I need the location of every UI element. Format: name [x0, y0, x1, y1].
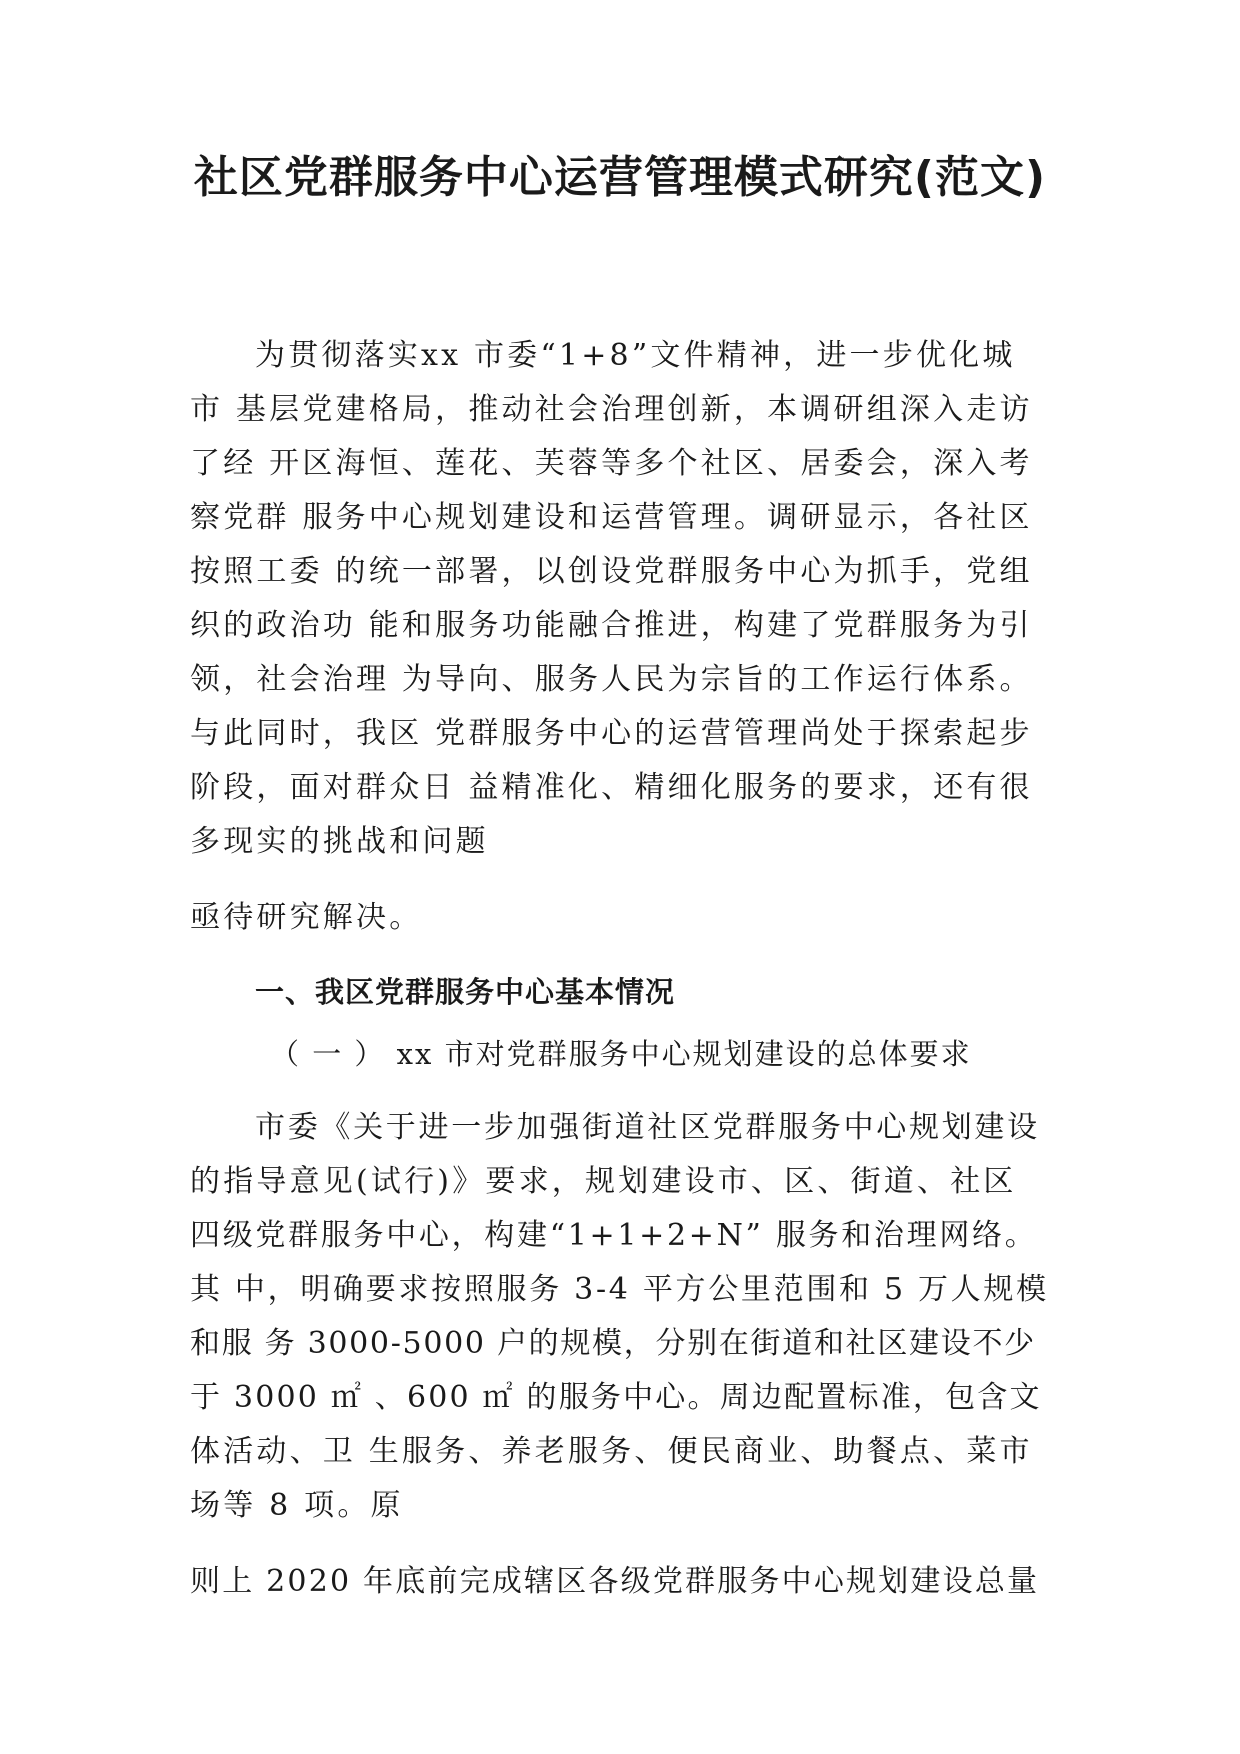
paragraph-1-line: 为贯彻落实xx 市委“1+8”文件精神，进一步优化城 [255, 338, 1016, 373]
paragraph-1-line: 按照工委 的统一部署，以创设党群服务中心为抓手，党组 [190, 554, 1033, 589]
paragraph-1-line: 多现实的挑战和问题 [190, 824, 489, 859]
paragraph-1-line: 阶段，面对群众日 益精准化、精细化服务的要求，还有很 [190, 770, 1033, 805]
section-heading: 一、我区党群服务中心基本情况 [255, 975, 676, 1009]
paragraph-2-tail: 则上 2020 年底前完成辖区各级党群服务中心规划建设总量 [190, 1564, 1040, 1599]
paragraph-2-line: 的指导意见(试行)》要求，规划建设市、区、街道、社区 [190, 1164, 1017, 1199]
paragraph-2-line: 和服 务 3000-5000 户的规模，分别在街道和社区建设不少 [190, 1326, 1036, 1361]
paragraph-1-line: 市 基层党建格局，推动社会治理创新，本调研组深入走访 [190, 392, 1033, 427]
paragraph-1-line: 领，社会治理 为导向、服务人民为宗旨的工作运行体系。 [190, 662, 1033, 697]
paragraph-1-line: 了经 开区海恒、莲花、芙蓉等多个社区、居委会，深入考 [190, 446, 1033, 481]
paragraph-2-line: 市委《关于进一步加强街道社区党群服务中心规划建设 [255, 1110, 1040, 1145]
paragraph-1-line: 察党群 服务中心规划建设和运营管理。调研显示，各社区 [190, 500, 1033, 535]
document-title: 社区党群服务中心运营管理模式研究(范文) [193, 152, 1047, 203]
paragraph-2-line: 场等 8 项。原 [190, 1488, 404, 1523]
paragraph-2-line: 其 中，明确要求按照服务 3-4 平方公里范围和 5 万人规模 [190, 1272, 1049, 1307]
paragraph-2-line: 于 3000 ㎡ 、600 ㎡ 的服务中心。周边配置标准，包含文 [190, 1380, 1042, 1415]
paragraph-1-tail: 亟待研究解决。 [190, 900, 423, 935]
paragraph-2-line: 体活动、卫 生服务、养老服务、便民商业、助餐点、菜市 [190, 1434, 1033, 1469]
paragraph-2-line: 四级党群服务中心，构建“1+1+2+N” 服务和治理网络。 [190, 1218, 1038, 1253]
section-subheading: （ 一 ） xx 市对党群服务中心规划建设的总体要求 [270, 1037, 972, 1071]
paragraph-1-line: 与此同时，我区 党群服务中心的运营管理尚处于探索起步 [190, 716, 1033, 751]
paragraph-1-line: 织的政治功 能和服务功能融合推进，构建了党群服务为引 [190, 608, 1033, 643]
